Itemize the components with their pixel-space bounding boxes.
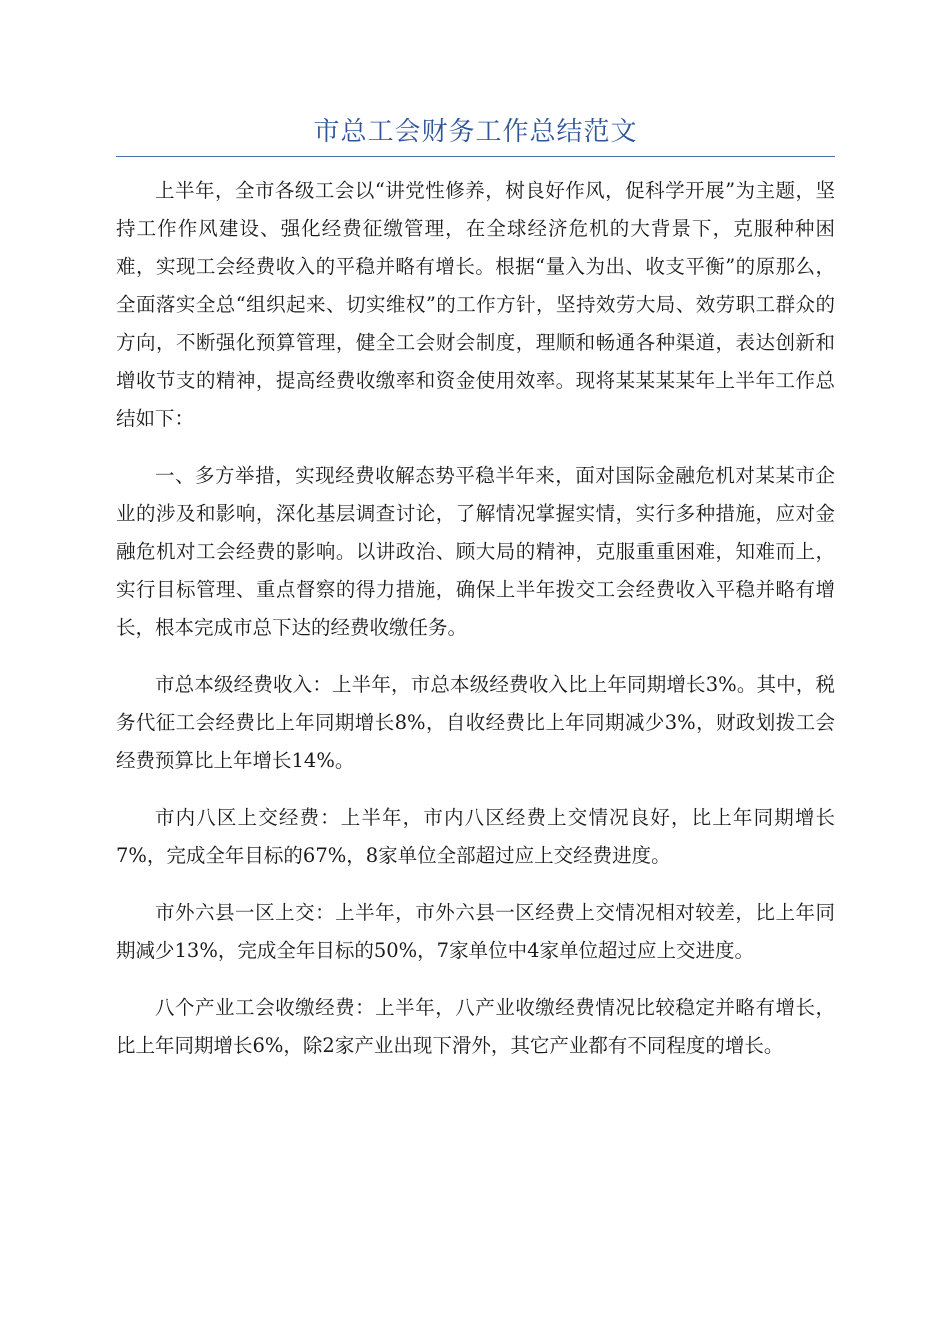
paragraph-intro: 上半年，全市各级工会以“讲党性修养，树良好作风，促科学开展”为主题，坚持工作作风建设、强化经费征缴管理，在全球经济危机的大背景下，克服种种困难，实现工会经费收入的平稳并略有增长。根据“量入为出、收支平衡”的原那么，全面落实全总“组织起来、切实维权”的工作方针，坚持效劳大局、效劳职工群众的方向，不断强化预算管理，健全工会财会制度，理顺和畅通各种渠道，表达创新和增收节支的精神，提高经费收缴率和资金使用效率。现将某某某某年上半年工作总结如下： [116,179,835,430]
paragraph-six-counties: 市外六县一区上交：上半年，市外六县一区经费上交情况相对较差，比上年同期减少13%，完成全年目标的50%，7家单位中4家单位超过应上交进度。 [116,901,835,962]
document-title: 市总工会财务工作总结范文 [313,117,638,147]
paragraph-section-one: 一、多方举措，实现经费收解态势平稳半年来，面对国际金融危机对某某市企业的涉及和影响，深化基层调查讨论，了解情况掌握实情，实行多种措施，应对金融危机对工会经费的影响。以讲政治、顾大局的精神，克服重重困难，知难而上，实行目标管理、重点督察的得力措施，确保上半年拨交工会经费收入平稳并略有增长，根本完成市总下达的经费收缴任务。 [116,464,835,639]
document-body [116,172,835,1084]
paragraph-city-level-income: 市总本级经费收入：上半年，市总本级经费收入比上年同期增长3%。其中，税务代征工会经费比上年同期增长8%，自收经费比上年同期减少3%，财政划拨工会经费预算比上年增长14%。 [116,673,835,772]
paragraph-eight-districts: 市内八区上交经费：上半年，市内八区经费上交情况良好，比上年同期增长7%，完成全年目标的67%，8家单位全部超过应上交经费进度。 [116,806,835,867]
paragraph-eight-industries: 八个产业工会收缴经费：上半年，八产业收缴经费情况比较稳定并略有增长，比上年同期增长6%，除2家产业出现下滑外，其它产业都有不同程度的增长。 [116,996,835,1057]
title-block [116,112,835,157]
